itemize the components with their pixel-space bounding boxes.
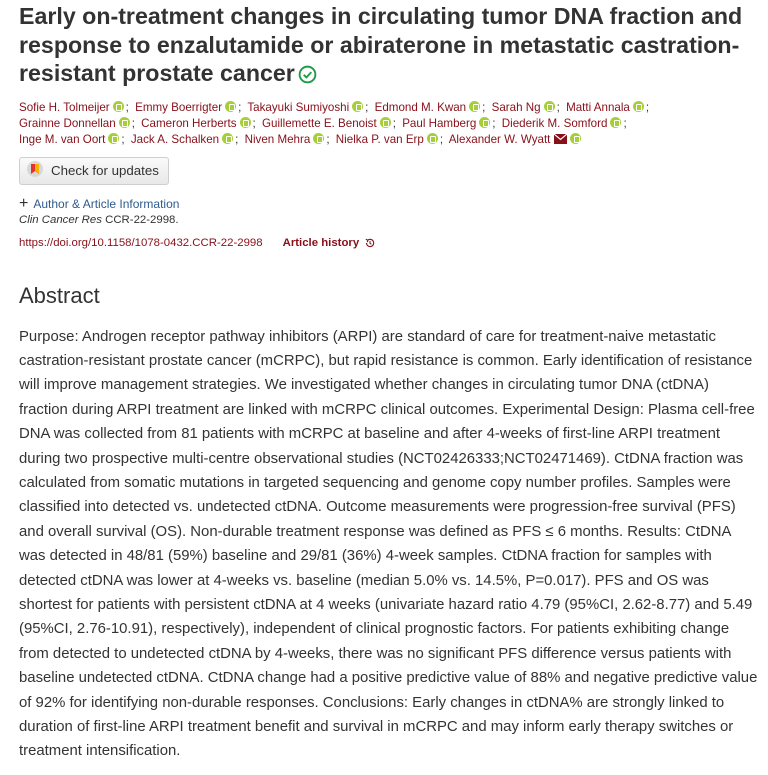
orcid-icon[interactable]	[479, 117, 490, 128]
author-article-info-label: Author & Article Information	[33, 196, 180, 211]
author-article-info-toggle[interactable]	[19, 194, 759, 212]
article-page	[19, 0, 759, 764]
orcid-icon[interactable]	[469, 101, 480, 112]
abstract-heading: Abstract	[19, 282, 100, 308]
author-link[interactable]: Jack A. Schalken	[130, 132, 220, 146]
article-title	[19, 0, 759, 91]
author-link[interactable]: Nielka P. van Erp	[335, 132, 424, 146]
orcid-icon[interactable]	[108, 133, 119, 144]
abstract-body: Purpose: Androgen receptor pathway inhibitors (ARPI) are standard of care for treatment-naive metastatic castration-resistant prostate cancer (mCRPC), but rapid resistance is common. Early identification of resistance will improve management strategies. We investigated whether changes in circulating tumor DNA (ctDNA) fraction during ARPI treatment are linked with mCRPC clinical outcomes. Experimental Design: Plasma cell-free DNA was collected from 81 patients with mCRPC at baseline and after 4-weeks of first-line ARPI treatment during two prospective multi-centre observational studies (NCT02426333;NCT02471469). CtDNA fraction was calculated from somatic mutations in targeted sequencing and genome copy number profiles. Samples were classified into detected vs. undetected ctDNA. Outcome measurements were progression-free survival (PFS) and overall survival (OS). Non-durable treatment response was defined as PFS ≤ 6 months. Results: CtDNA was detected in 48/81 (59%) baseline and 29/81 (36%) 4-week samples. CtDNA fraction for samples with detected ctDNA was lower at 4-weeks vs. baseline (median 5.0% vs. 14.5%, P=0.017). PFS and OS was shortest for patients with persistent ctDNA at 4 weeks (univariate hazard ratio 4.79 (95%CI, 2.62-8.77) and 5.49 (95%CI, 2.76-10.91), respectively), independent of clinical prognostic factors. For patients exhibiting change from detected to undetected ctDNA by 4-weeks, there was no significant PFS difference versus patients with baseline undetected ctDNA. CtDNA change had a positive predictive value of 88% and negative predictive value of 92% for identifying non-durable responses. Conclusions: Early changes in ctDNA% are strongly linked to duration of first-line ARPI treatment benefit and survival in mCRPC and may inform early therapy switches or treatment intensification.	[19, 328, 758, 760]
article-history-label: Article history	[282, 236, 360, 249]
orcid-icon[interactable]	[633, 101, 644, 112]
article-history-link[interactable]	[283, 237, 377, 249]
doi-link[interactable]: https://doi.org/10.1158/1078-0432.CCR-22-2998	[19, 236, 263, 249]
author-link[interactable]: Grainne Donnellan	[19, 116, 116, 130]
history-icon	[364, 237, 376, 249]
author-link[interactable]: Cameron Herberts	[141, 116, 237, 130]
email-icon[interactable]	[554, 133, 567, 149]
orcid-icon[interactable]	[113, 101, 124, 112]
crossmark-icon	[26, 160, 44, 181]
author-link[interactable]: Takayuki Sumiyoshi	[247, 100, 350, 114]
author-list: Sofie H. Tolmeijer ; Emmy Boerrigter ; Takayuki Sumiyoshi ; Edmond M. Kwan ; Sarah Ng ; Matti Annala ; Grainne Donnellan ; Cameron Herberts ; Guillemette E. Benoist ; Paul Hamberg ; Diederik M. Somford ; Inge M. van Oort ; Jack A. Schalken ; Niven Mehra ; Nielka P. van Erp ; Alexander W. Wyatt	[19, 100, 759, 149]
plus-icon: +	[19, 194, 29, 212]
author-link[interactable]: Inge M. van Oort	[19, 132, 106, 146]
article-id: CCR-22-2998.	[105, 213, 179, 226]
author-link[interactable]: Emmy Boerrigter	[135, 100, 223, 114]
author-link[interactable]: Matti Annala	[566, 100, 630, 114]
doi-row	[19, 237, 759, 249]
orcid-icon[interactable]	[222, 133, 233, 144]
check-for-updates-label: Check for updates	[51, 163, 159, 178]
author-link[interactable]: Guillemette E. Benoist	[262, 116, 377, 130]
author-link[interactable]: Sofie H. Tolmeijer	[19, 100, 110, 114]
orcid-icon[interactable]	[610, 117, 621, 128]
verified-check-icon	[298, 62, 317, 91]
orcid-icon[interactable]	[570, 133, 581, 144]
author-link[interactable]: Alexander W. Wyatt	[448, 132, 551, 146]
check-for-updates-button[interactable]	[19, 157, 169, 185]
author-link[interactable]: Niven Mehra	[244, 132, 311, 146]
journal-name: Clin Cancer Res	[19, 213, 102, 226]
orcid-icon[interactable]	[352, 101, 363, 112]
orcid-icon[interactable]	[240, 117, 251, 128]
orcid-icon[interactable]	[313, 133, 324, 144]
author-link[interactable]: Sarah Ng	[491, 100, 541, 114]
orcid-icon[interactable]	[225, 101, 236, 112]
orcid-icon[interactable]	[544, 101, 555, 112]
author-link[interactable]: Diederik M. Somford	[501, 116, 608, 130]
orcid-icon[interactable]	[119, 117, 130, 128]
author-link[interactable]: Edmond M. Kwan	[374, 100, 467, 114]
orcid-icon[interactable]	[380, 117, 391, 128]
article-title-text: Early on-treatment changes in circulating tumor DNA fraction and response to enzalutamide or abiraterone in metastatic castration-resistant prostate cancer	[19, 3, 743, 86]
citation	[19, 214, 759, 226]
author-link[interactable]: Paul Hamberg	[402, 116, 477, 130]
orcid-icon[interactable]	[427, 133, 438, 144]
